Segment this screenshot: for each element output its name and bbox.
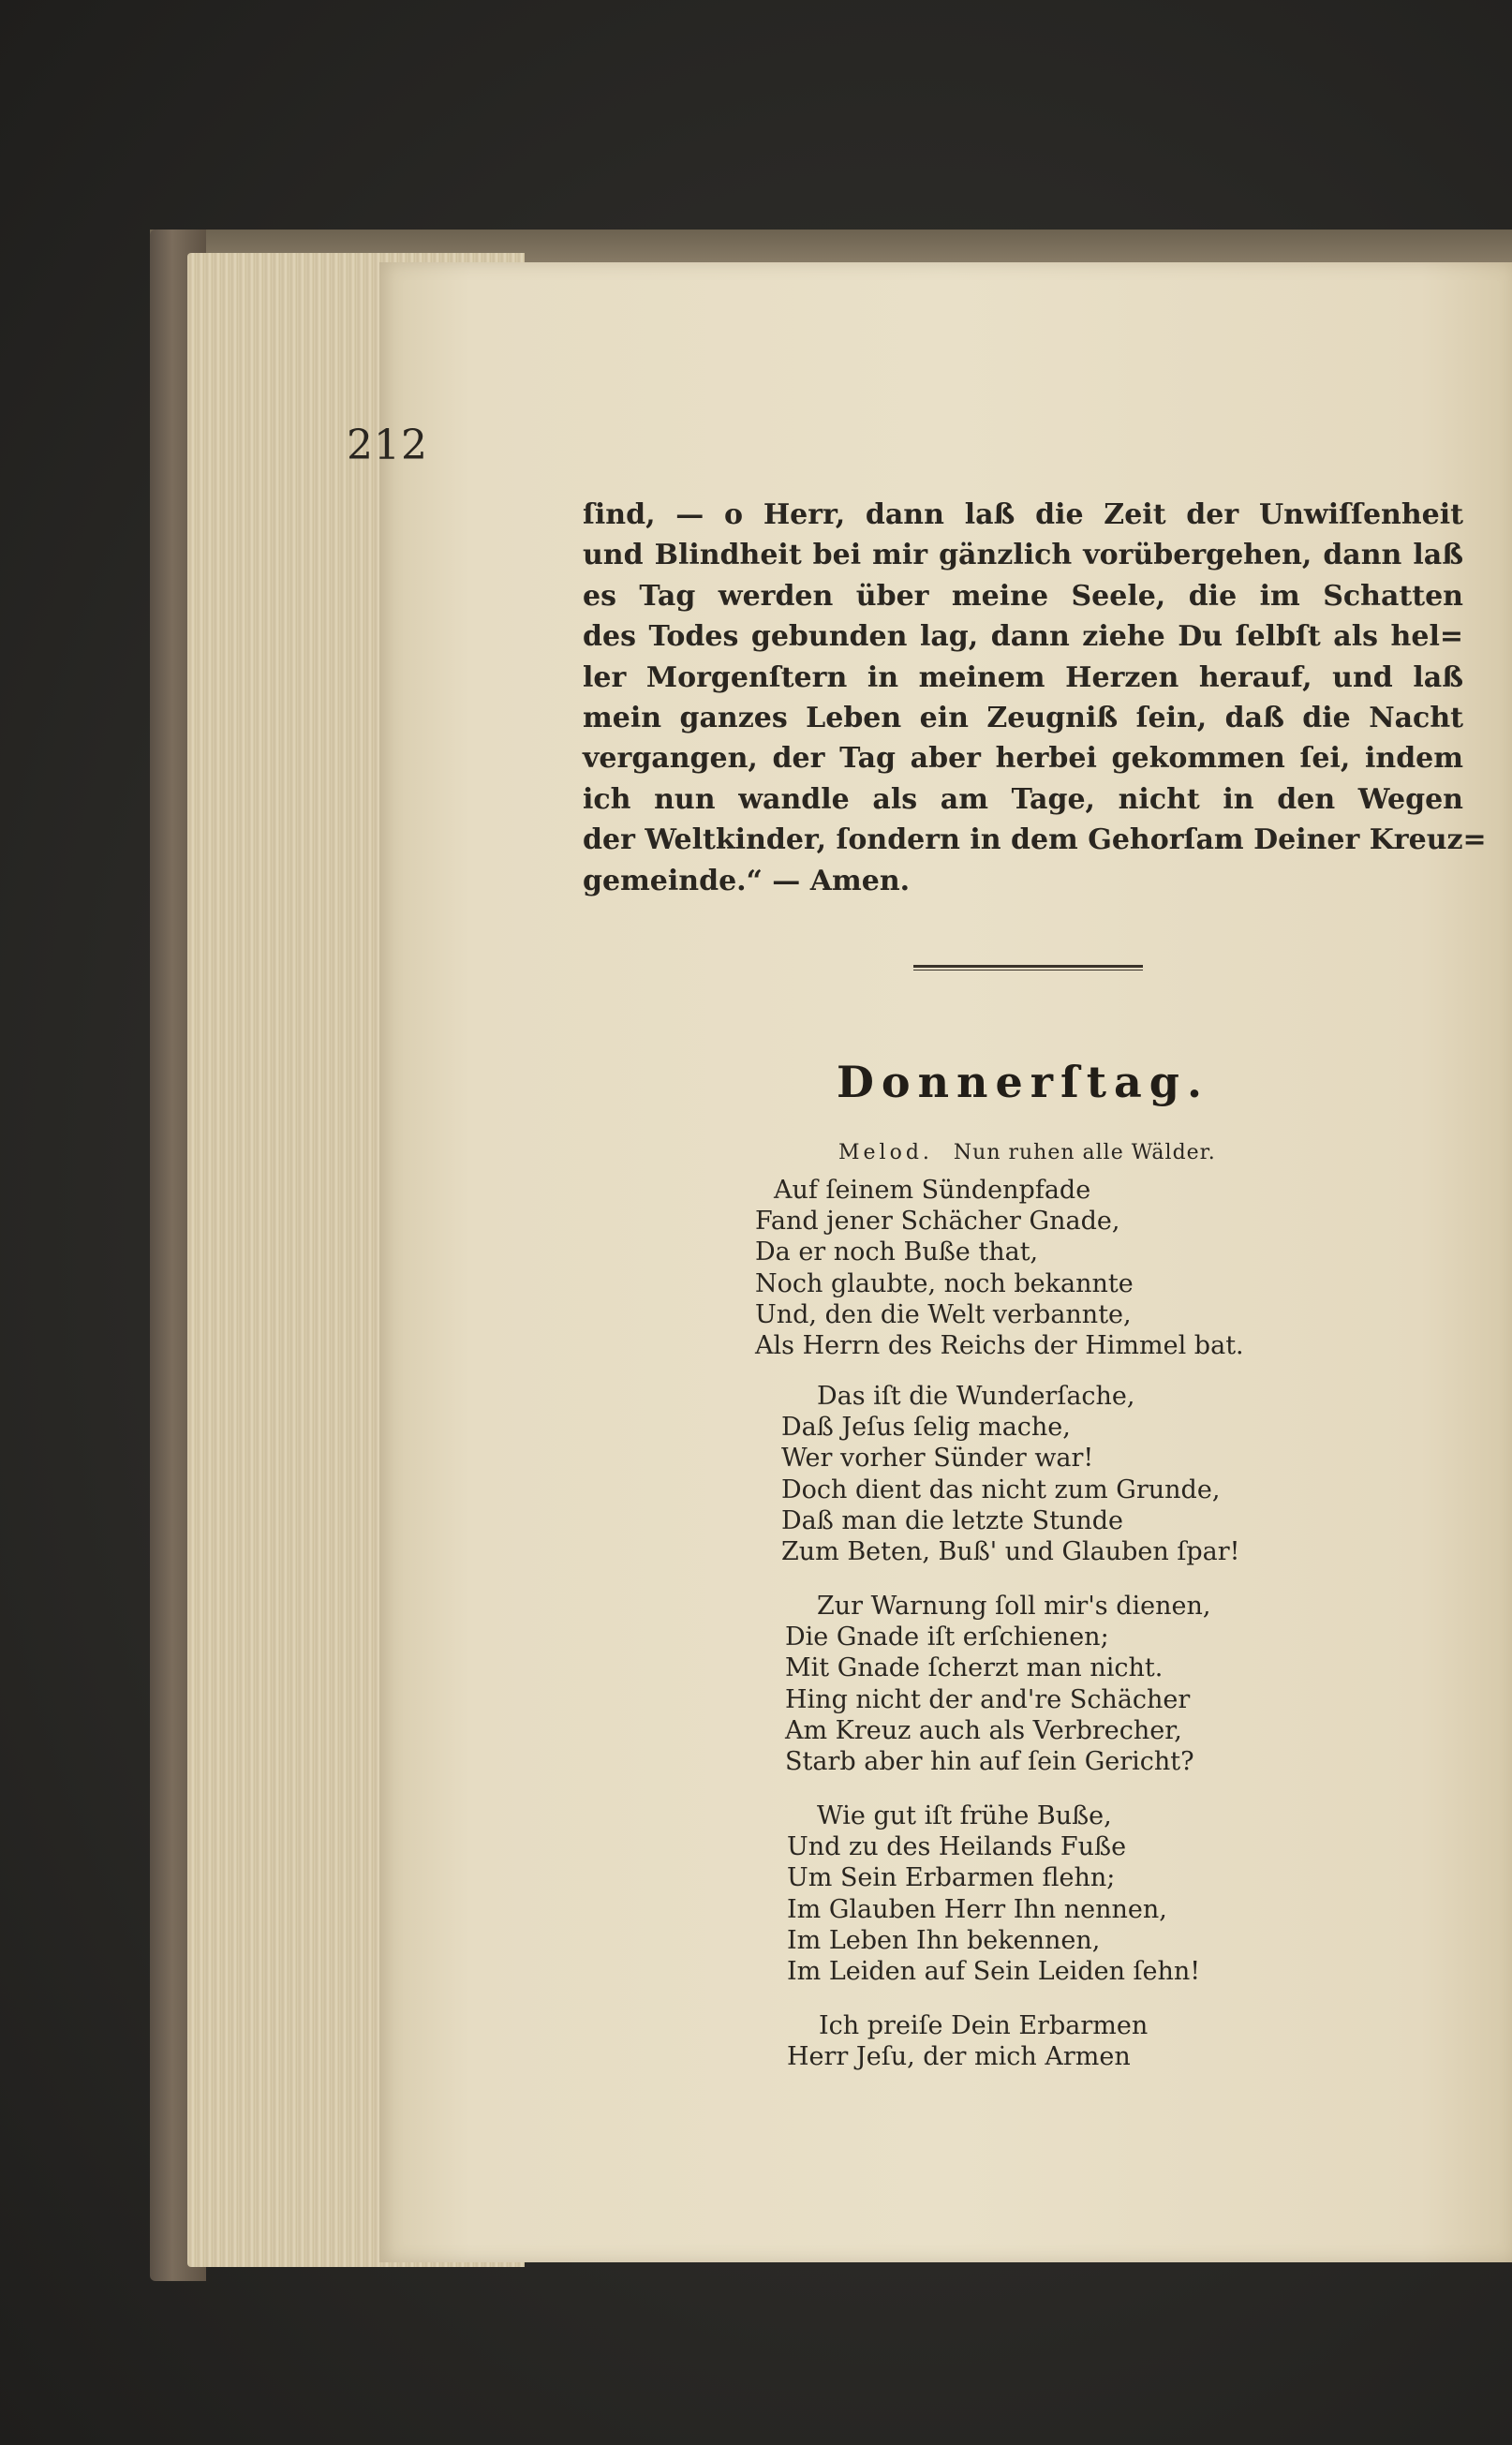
hymn-verse-line: Die Gnade iſt erſchienen; [785,1623,1109,1652]
hymn-verse-line: Zur Warnung ſoll mir's dienen, [817,1592,1211,1621]
prose-paragraph [583,495,1487,901]
hymn-stanza [785,1591,1210,1777]
hymn-stanza [787,2010,1148,2072]
hymn-verse-line: Fand jener Schächer Gnade, [755,1207,1120,1237]
melody-title: Nun ruhen alle Wälder. [953,1141,1216,1164]
hymn-verse-line: Als Herrn des Reichs der Himmel bat. [755,1331,1244,1361]
hymn-verse-line: Zum Beten, Buß' und Glauben ſpar! [781,1537,1240,1567]
hymn-verse-line: Daß man die letzte Stunde [781,1505,1124,1535]
hymn-verse-line: Am Kreuz auch als Verbrecher, [785,1715,1182,1745]
prose-line: mein ganzes Leben ein Zeugniß ſein, daß die Nacht [583,702,1463,735]
prose-line: vergangen, der Tag aber herbei gekommen ſei, indem [583,742,1463,776]
prose-line: der Weltkinder, ſondern in dem Gehorſam Deiner Kreuz= [583,823,1487,857]
hymn-verse-line: Im Leben Ihn bekennen, [787,1925,1101,1955]
prose-line: und Blindheit bei mir gänzlich vorübergehen, dann laß [583,539,1463,572]
melody-line [838,1141,1216,1164]
prose-line: es Tag werden über meine Seele, die im Schatten [583,579,1463,613]
hymn-verse-line: Mit Gnade ſcherzt man nicht. [785,1653,1164,1683]
melody-label: Melod. [838,1141,933,1164]
prose-line: gemeinde.“ — Amen. [583,864,911,897]
hymn-verse-line: Hing nicht der and're Schächer [785,1684,1191,1714]
hymn-verse-line: Ich preiſe Dein Erbarmen [819,2011,1149,2040]
section-heading: Donnerſtag. [837,1057,1209,1107]
hymn-stanza [755,1175,1244,1361]
hymn-verse-line: Das iſt die Wunderſache, [817,1382,1135,1411]
hymn-verse-line: Herr Jeſu, der mich Armen [787,2042,1131,2072]
prose-line: ich nun wandle als am Tage, nicht in den Wegen [583,782,1463,816]
hymn-verse-line: Und, den die Welt verbannte, [755,1299,1132,1329]
hymn-verse-line: Wie gut iſt frühe Buße, [817,1801,1112,1830]
hymn-verse-line: Daß Jeſus ſelig mache, [781,1413,1071,1443]
prose-line: des Todes gebunden lag, dann ziehe Du ſelbſt als hel= [583,620,1463,654]
page-number: 212 [347,422,428,469]
hymn-verse-line: Wer vorher Sünder war! [781,1444,1094,1474]
section-divider [913,965,1143,971]
hymn-stanza [781,1381,1240,1567]
hymn-verse-line: Um Sein Erbarmen flehn; [787,1863,1116,1893]
hymn-verse-line: Und zu des Heilands Fuße [787,1832,1127,1862]
hymn-verse-line: Noch glaubte, noch bekannte [755,1268,1134,1298]
hymn-verse-line: Im Glauben Herr Ihn nennen, [787,1894,1167,1924]
hymn-verse-line: Im Leiden auf Sein Leiden ſehn! [787,1957,1201,1987]
hymn-verse-line: Starb aber hin auf ſein Gericht? [785,1747,1194,1777]
hymn-verse-line: Da er noch Buße that, [755,1237,1039,1267]
prose-line: ſind, — o Herr, dann laß die Zeit der Unwiſſenheit [583,498,1463,531]
hymn-verse-line: Auf ſeinem Sündenpfade [774,1176,1091,1205]
hymn-stanza [787,1800,1200,1987]
hymn-verse-line: Doch dient das nicht zum Grunde, [781,1474,1221,1504]
prose-line: ler Morgenſtern in meinem Herzen herauf, und laß [583,660,1463,694]
